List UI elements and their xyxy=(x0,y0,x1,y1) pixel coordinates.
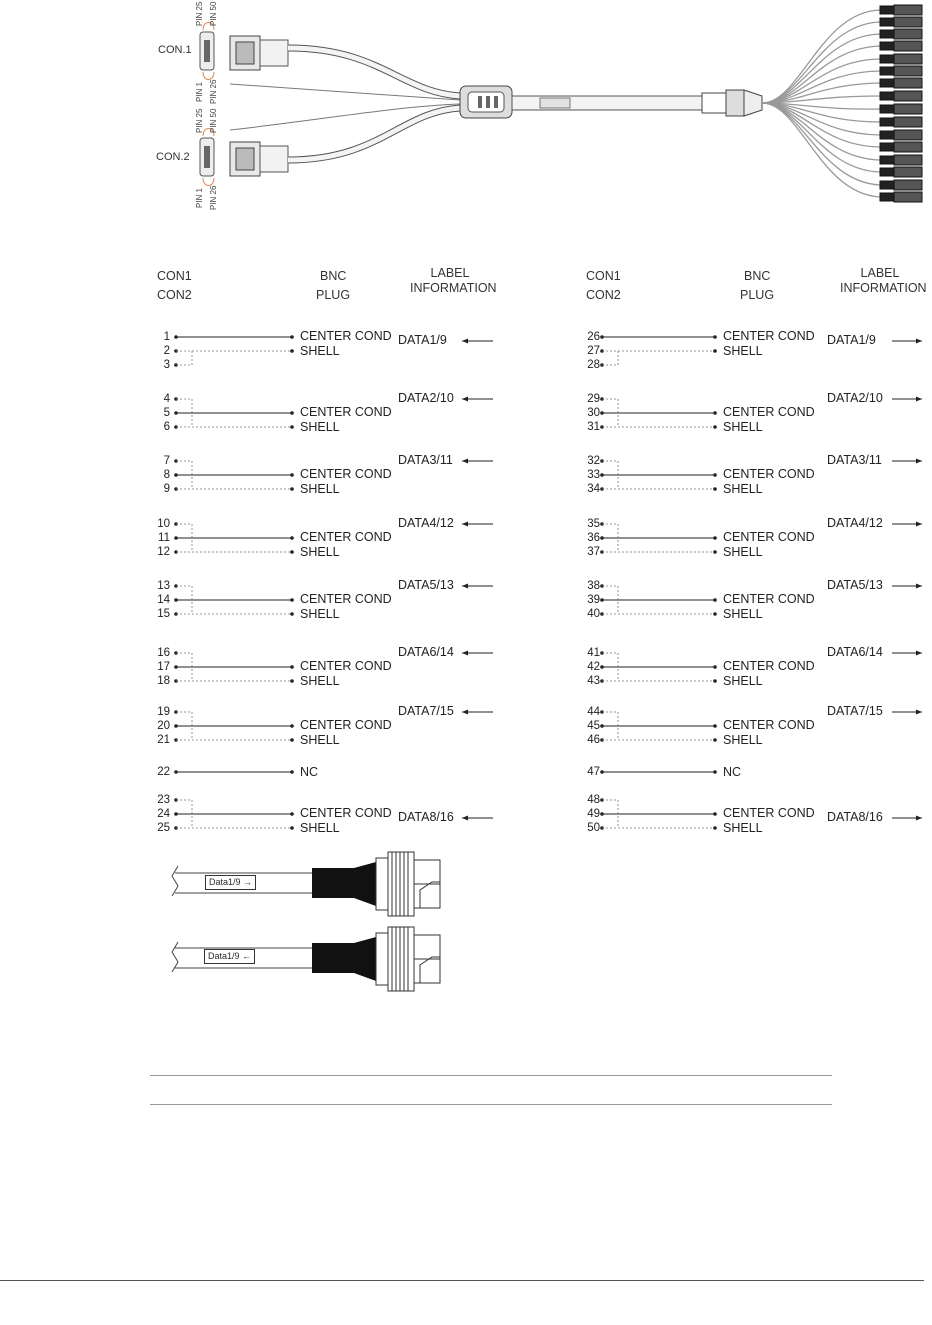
header-con2: CON2 xyxy=(586,288,621,302)
pin-number: 20 xyxy=(157,720,170,732)
pin-number: 33 xyxy=(587,469,600,481)
pin50-mark-con2: PIN 50 xyxy=(209,108,218,133)
pin-number: 24 xyxy=(157,808,170,820)
shell-label: SHELL xyxy=(300,607,340,621)
label-information: DATA8/16 xyxy=(398,810,454,824)
shell-label: SHELL xyxy=(300,482,340,496)
nc-label: NC xyxy=(723,765,742,779)
shell-label: SHELL xyxy=(723,420,763,434)
shell-label: SHELL xyxy=(300,420,340,434)
pin-number: 49 xyxy=(587,808,600,820)
con1-label: CON.1 xyxy=(158,44,192,56)
header-information: INFORMATION xyxy=(410,281,497,295)
shell-label: SHELL xyxy=(723,344,763,358)
footer-rule xyxy=(0,1280,924,1281)
label-information: DATA2/10 xyxy=(827,391,883,405)
pin-number: 3 xyxy=(163,359,170,371)
pin-number: 41 xyxy=(587,647,600,659)
label-information: DATA6/14 xyxy=(827,645,883,659)
pin-number: 6 xyxy=(163,421,170,433)
shell-label: SHELL xyxy=(723,545,763,559)
header-bnc: BNC xyxy=(744,269,771,283)
header-plug: PLUG xyxy=(316,288,351,302)
pin-number: 35 xyxy=(587,518,600,530)
pin1-mark-con2: PIN 1 xyxy=(195,187,204,208)
pin-number: 39 xyxy=(587,594,600,606)
pin-number: 46 xyxy=(587,734,600,746)
pin-number: 9 xyxy=(163,483,170,495)
pin1-mark-con1: PIN 1 xyxy=(195,81,204,102)
center-cond-label: CENTER COND xyxy=(300,592,392,606)
pin-number: 50 xyxy=(587,822,600,834)
pin-number: 40 xyxy=(587,608,600,620)
label-information: DATA4/12 xyxy=(827,516,883,530)
divider-top xyxy=(150,1075,832,1076)
shell-label: SHELL xyxy=(723,733,763,747)
label-information: DATA7/15 xyxy=(398,704,454,718)
pin-number: 13 xyxy=(157,580,170,592)
pin-number: 12 xyxy=(157,546,170,558)
center-cond-label: CENTER COND xyxy=(723,718,815,732)
header-label: LABEL xyxy=(860,266,900,280)
label-information: DATA3/11 xyxy=(398,453,453,467)
pin-number: 31 xyxy=(587,421,600,433)
pin-number: 29 xyxy=(587,393,600,405)
shell-label: SHELL xyxy=(300,545,340,559)
pin-number: 22 xyxy=(157,766,170,778)
label-information: DATA5/13 xyxy=(398,578,454,592)
center-cond-label: CENTER COND xyxy=(723,467,815,481)
pin-number: 37 xyxy=(587,546,600,558)
header-con1: CON1 xyxy=(157,269,192,283)
pin-number: 1 xyxy=(163,331,170,343)
pin25-mark-con1: PIN 25 xyxy=(195,1,204,26)
pin-number: 43 xyxy=(587,675,600,687)
label-information: DATA1/9 xyxy=(398,333,447,347)
pin-number: 28 xyxy=(587,359,600,371)
shell-label: SHELL xyxy=(300,733,340,747)
label-information: DATA6/14 xyxy=(398,645,454,659)
pin50-mark-con1: PIN 50 xyxy=(209,1,218,26)
pin-number: 23 xyxy=(157,794,170,806)
center-cond-label: CENTER COND xyxy=(300,718,392,732)
pin-number: 47 xyxy=(587,766,600,778)
pin-number: 10 xyxy=(157,518,170,530)
center-cond-label: CENTER COND xyxy=(300,329,392,343)
pin-number: 26 xyxy=(587,331,600,343)
nc-label: NC xyxy=(300,765,319,779)
pin-number: 48 xyxy=(587,794,600,806)
pin-number: 21 xyxy=(157,734,170,746)
pin-number: 11 xyxy=(158,532,170,544)
center-cond-label: CENTER COND xyxy=(300,530,392,544)
header-label: LABEL xyxy=(430,266,470,280)
label-tag-out-text: Data1/9 xyxy=(209,877,241,887)
header-con2: CON2 xyxy=(157,288,192,302)
pin-number: 16 xyxy=(157,647,170,659)
label-tag-in-text: Data1/9 xyxy=(208,951,240,961)
shell-label: SHELL xyxy=(723,821,763,835)
header-plug: PLUG xyxy=(740,288,775,302)
shell-label: SHELL xyxy=(300,674,340,688)
center-cond-label: CENTER COND xyxy=(723,592,815,606)
pin-number: 38 xyxy=(587,580,600,592)
center-cond-label: CENTER COND xyxy=(300,659,392,673)
pin25-mark-con2: PIN 25 xyxy=(195,108,204,133)
arrow-right-icon: → xyxy=(243,877,253,887)
label-information: DATA4/12 xyxy=(398,516,454,530)
center-cond-label: CENTER COND xyxy=(723,806,815,820)
label-information: DATA2/10 xyxy=(398,391,454,405)
label-information: DATA7/15 xyxy=(827,704,883,718)
header-information: INFORMATION xyxy=(840,281,927,295)
pin-number: 15 xyxy=(157,608,170,620)
center-cond-label: CENTER COND xyxy=(723,530,815,544)
pin-number: 2 xyxy=(163,345,170,357)
shell-label: SHELL xyxy=(723,607,763,621)
header-bnc: BNC xyxy=(320,269,347,283)
pin-number: 5 xyxy=(163,407,170,419)
divider-bottom xyxy=(150,1104,832,1105)
label-information: DATA1/9 xyxy=(827,333,876,347)
pin-number: 25 xyxy=(157,822,170,834)
arrow-left-icon: ← xyxy=(242,951,252,961)
pin-number: 30 xyxy=(587,407,600,419)
pin26-mark-con2: PIN 26 xyxy=(209,185,218,210)
label-information: DATA8/16 xyxy=(827,810,883,824)
pin-number: 42 xyxy=(587,661,600,673)
pin-number: 8 xyxy=(163,469,170,481)
pin-number: 4 xyxy=(163,393,170,405)
label-information: DATA5/13 xyxy=(827,578,883,592)
pin-number: 7 xyxy=(163,455,170,467)
center-cond-label: CENTER COND xyxy=(723,405,815,419)
pin-number: 27 xyxy=(587,345,600,357)
center-cond-label: CENTER COND xyxy=(300,405,392,419)
pin-number: 36 xyxy=(587,532,600,544)
pin-number: 44 xyxy=(587,706,600,718)
pin-number: 32 xyxy=(587,455,600,467)
pin-number: 18 xyxy=(157,675,170,687)
shell-label: SHELL xyxy=(300,821,340,835)
label-tag-out xyxy=(205,875,256,890)
center-cond-label: CENTER COND xyxy=(300,806,392,820)
label-information: DATA3/11 xyxy=(827,453,882,467)
shell-label: SHELL xyxy=(723,482,763,496)
shell-label: SHELL xyxy=(300,344,340,358)
center-cond-label: CENTER COND xyxy=(723,659,815,673)
pin-number: 34 xyxy=(587,483,600,495)
center-cond-label: CENTER COND xyxy=(300,467,392,481)
con2-label: CON.2 xyxy=(156,151,190,163)
shell-label: SHELL xyxy=(723,674,763,688)
pin26-mark-con1: PIN 26 xyxy=(209,79,218,104)
pin-number: 14 xyxy=(157,594,170,606)
pin-number: 17 xyxy=(157,661,170,673)
header-con1: CON1 xyxy=(586,269,621,283)
center-cond-label: CENTER COND xyxy=(723,329,815,343)
pin-number: 19 xyxy=(157,706,170,718)
pin-number: 45 xyxy=(587,720,600,732)
label-tag-in xyxy=(204,949,255,964)
